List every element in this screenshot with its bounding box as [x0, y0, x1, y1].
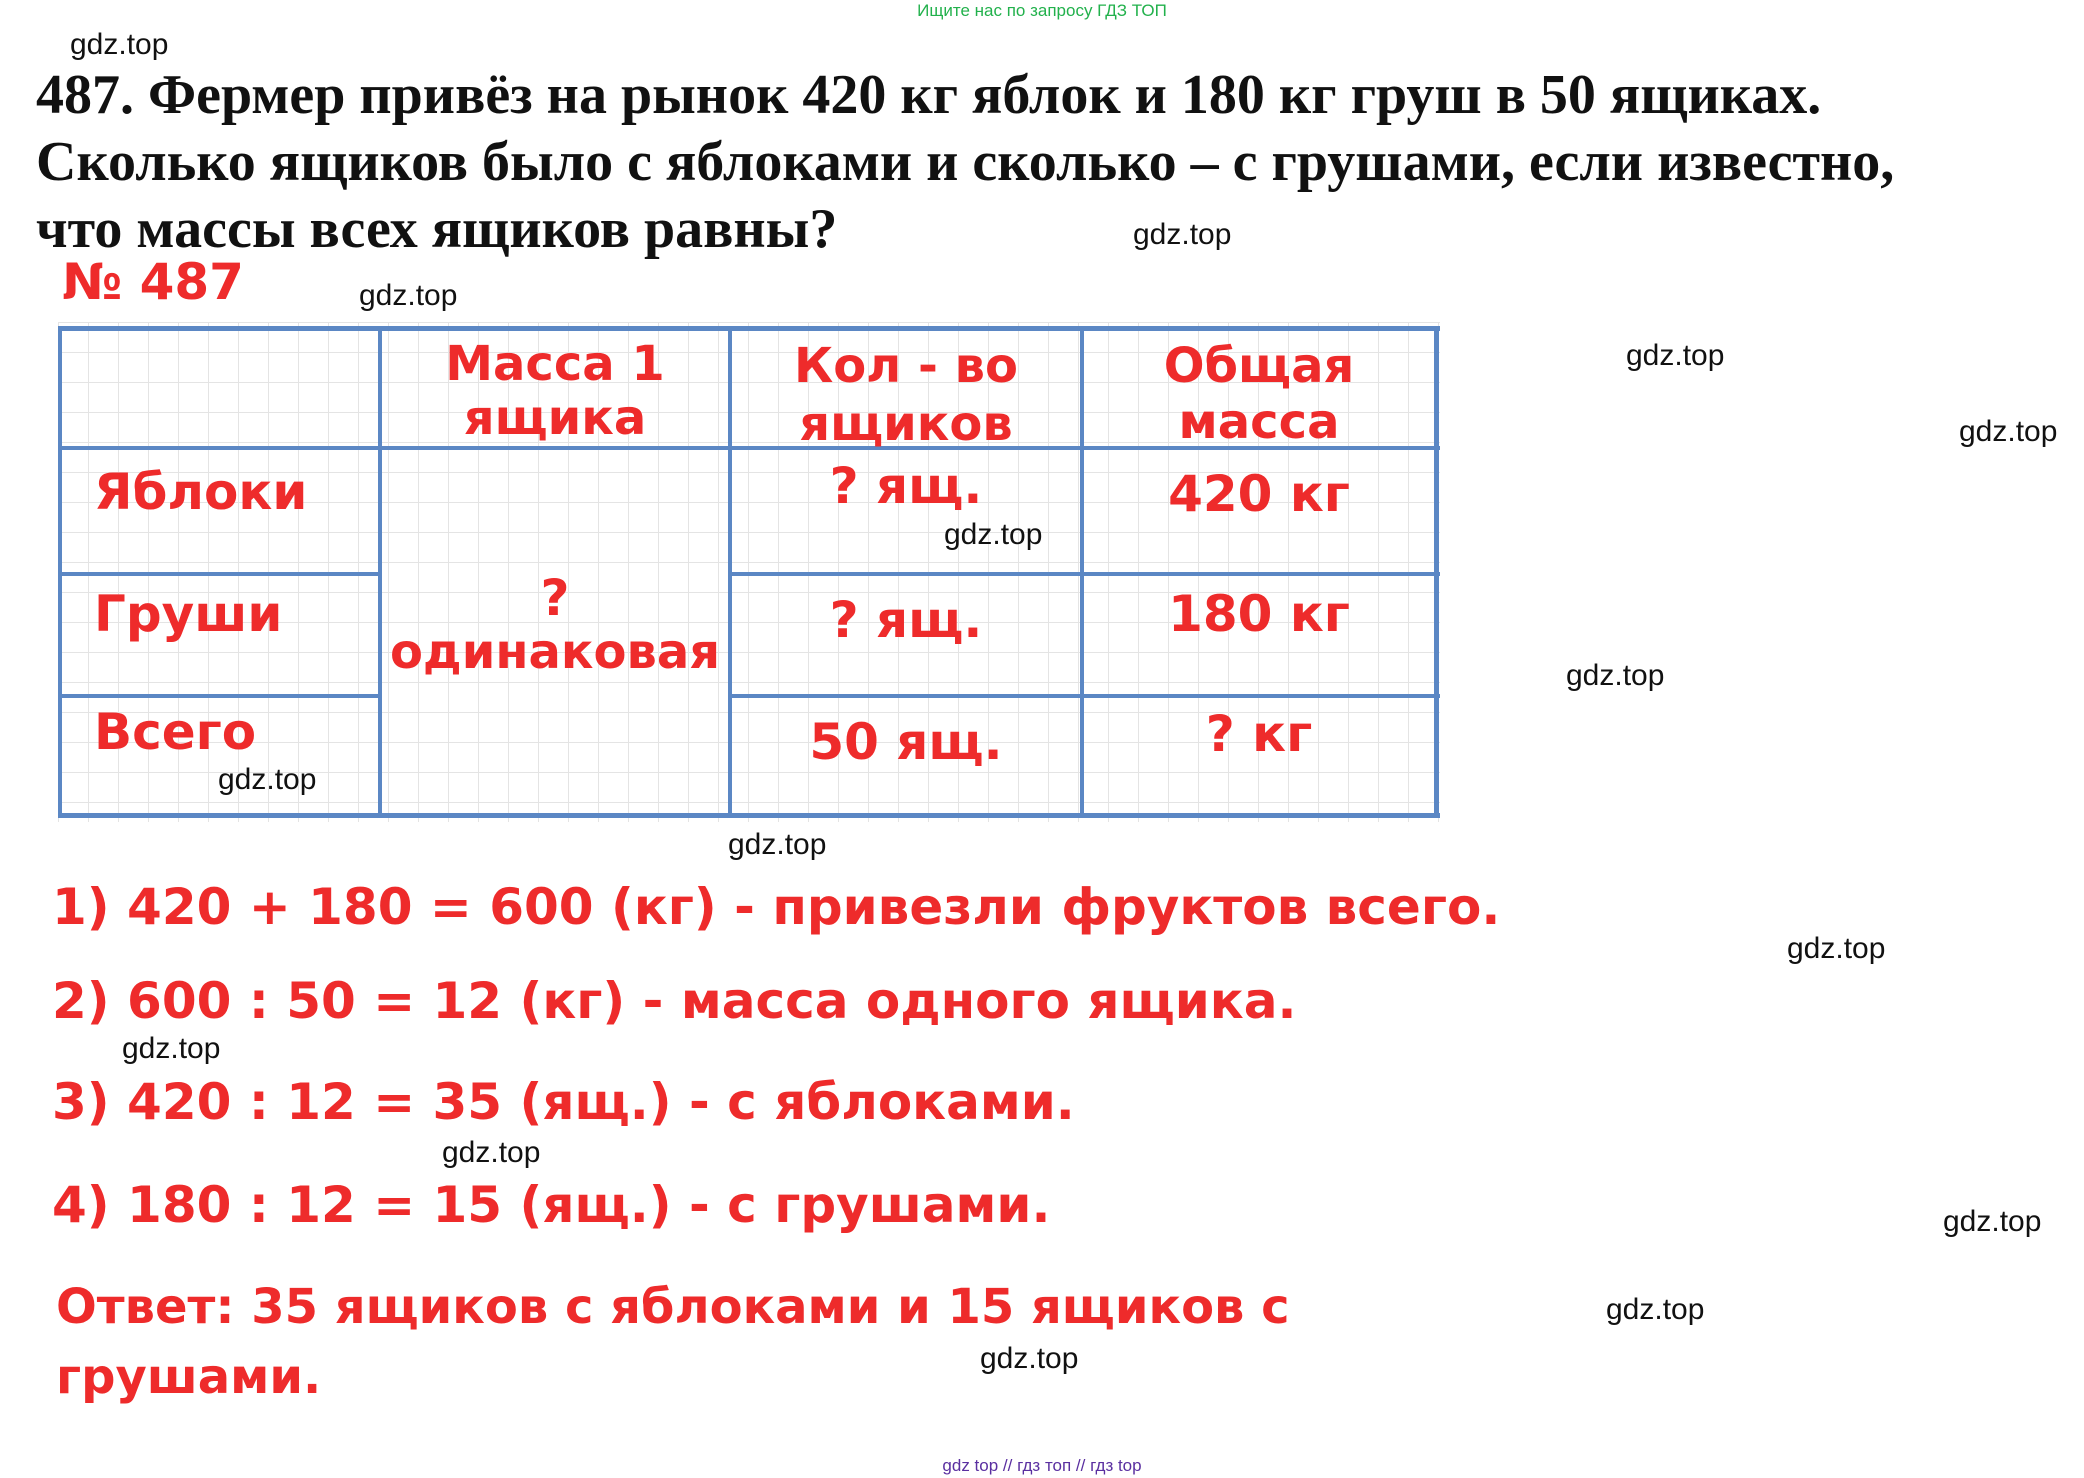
pears-count: ? ящ.	[829, 591, 983, 649]
row-label-pears: Груши	[94, 585, 283, 643]
problem-line-1: 487. Фермер привёз на рынок 420 кг яблок и 180 кг груш в 50 ящиках.	[36, 64, 1822, 126]
table-line-row2-right	[728, 694, 1440, 698]
watermark: gdz.top	[70, 28, 169, 61]
solution-step-1: 1) 420 + 180 = 600 (кг) - привезли фруктов всего.	[52, 878, 1501, 936]
watermark: gdz.top	[980, 1342, 1079, 1375]
header-total-line2: масса	[1178, 394, 1340, 450]
table-border-bottom	[58, 813, 1440, 818]
answer-line-2: грушами.	[56, 1349, 322, 1405]
apples-count: ? ящ.	[829, 457, 983, 515]
solution-step-2: 2) 600 : 50 = 12 (кг) - масса одного ящика.	[52, 972, 1297, 1030]
header-total-line1: Общая	[1163, 338, 1355, 394]
table-border-top	[58, 326, 1440, 331]
solution-step-4: 4) 180 : 12 = 15 (ящ.) - с грушами.	[52, 1176, 1051, 1234]
top-banner[interactable]: Ищите нас по запросу ГДЗ ТОП	[917, 1, 1167, 20]
table-line-row1-left	[58, 572, 380, 576]
watermark: gdz.top	[1787, 932, 1886, 965]
header-count-line2: ящиков	[799, 396, 1013, 452]
watermark: gdz.top	[218, 763, 317, 796]
watermark: gdz.top	[359, 279, 458, 312]
watermark: gdz.top	[1566, 659, 1665, 692]
total-mass: ? кг	[1205, 705, 1313, 763]
merged-mass-same: одинаковая	[389, 624, 721, 680]
pears-mass: 180 кг	[1168, 585, 1350, 643]
watermark: gdz.top	[1943, 1205, 2042, 1238]
merged-mass-question: ?	[540, 569, 570, 627]
table-line-row1-right	[728, 572, 1440, 576]
row-label-total: Всего	[94, 703, 257, 761]
solution-step-3: 3) 420 : 12 = 35 (ящ.) - с яблоками.	[52, 1073, 1075, 1131]
watermark: gdz.top	[122, 1032, 221, 1065]
apples-mass: 420 кг	[1168, 465, 1350, 523]
watermark: gdz.top	[442, 1136, 541, 1169]
watermark: gdz.top	[944, 518, 1043, 551]
total-count: 50 ящ.	[809, 713, 1003, 771]
watermark: gdz.top	[1626, 339, 1725, 372]
answer-line-1: Ответ: 35 ящиков с яблоками и 15 ящиков с	[56, 1279, 1290, 1335]
problem-line-3: что массы всех ящиков равны?	[36, 198, 838, 260]
header-count-line1: Кол - во	[793, 338, 1019, 394]
problem-statement	[36, 62, 2046, 263]
table-border-left	[58, 326, 62, 818]
row-label-apples: Яблоки	[94, 463, 308, 521]
header-mass-one-line2: ящика	[463, 390, 647, 446]
watermark: gdz.top	[1606, 1293, 1705, 1326]
data-table	[58, 322, 1440, 822]
watermark: gdz.top	[1133, 218, 1232, 251]
watermark: gdz.top	[1959, 415, 2058, 448]
task-number: № 487	[62, 253, 244, 311]
watermark: gdz.top	[728, 828, 827, 861]
problem-line-2: Сколько ящиков было с яблоками и сколько – с грушами, если известно,	[36, 131, 1895, 193]
table-line-row2-left	[58, 694, 380, 698]
table-border-right	[1434, 326, 1439, 818]
header-mass-one-line1: Масса 1	[445, 336, 665, 392]
footer-links[interactable]: gdz top // гдз топ // гдз top	[942, 1456, 1142, 1475]
